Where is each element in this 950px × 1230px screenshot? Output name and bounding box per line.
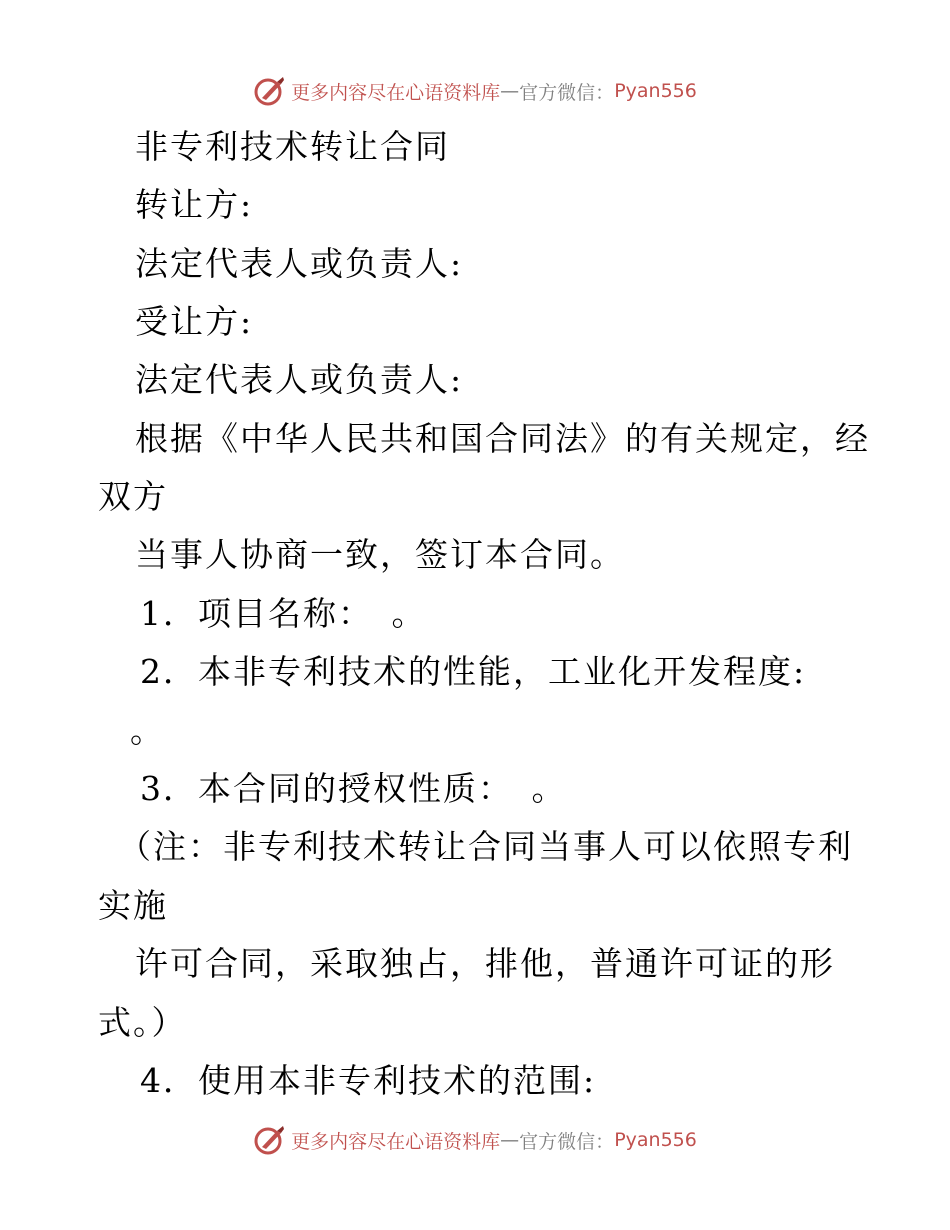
banner-dash: —	[500, 1129, 520, 1151]
doc-line-item-2: 2．本非专利技术的性能，工业化开发程度:	[140, 652, 807, 691]
doc-line-preamble-3: 当事人协商一致，签订本合同。	[135, 535, 625, 574]
doc-line-note-4: 式。）	[98, 1003, 187, 1042]
pen-logo-icon	[253, 74, 287, 108]
banner-main-text: 更多内容尽在心语资料库	[291, 1130, 501, 1153]
doc-line-item-3: 3．本合同的授权性质： 。	[140, 769, 567, 808]
banner-dash: —	[500, 80, 520, 102]
doc-line-note-2: 实施	[98, 886, 168, 925]
banner-wechat-handle: Pyan556	[614, 80, 697, 102]
pen-logo-icon	[253, 1123, 287, 1157]
document-title: 非专利技术转让合同	[135, 127, 450, 166]
doc-line-preamble-1: 根据《中华人民共和国合同法》的有关规定，经	[135, 419, 870, 458]
doc-line-preamble-2: 双方	[98, 477, 168, 516]
doc-line-note-1: （注：非专利技术转让合同当事人可以依照专利	[118, 827, 853, 866]
doc-line-item-4: 4．使用本非专利技术的范围:	[140, 1061, 597, 1100]
doc-line-item-2-cont: 。	[130, 711, 165, 750]
banner-wechat-label: 官方微信：	[519, 1130, 615, 1153]
banner-wechat-handle: Pyan556	[614, 1129, 697, 1151]
doc-line-transferee-rep: 法定代表人或负责人:	[135, 360, 464, 399]
doc-line-transferee: 受让方:	[135, 302, 254, 341]
banner-wechat-label: 官方微信：	[519, 81, 615, 104]
doc-line-transferor-rep: 法定代表人或负责人:	[135, 244, 464, 283]
doc-line-note-3: 许可合同，采取独占，排他，普通许可证的形	[135, 944, 835, 983]
doc-line-transferor: 转让方:	[135, 185, 254, 224]
banner-main-text: 更多内容尽在心语资料库	[291, 81, 501, 104]
footer-watermark-banner	[0, 1120, 950, 1160]
header-watermark-banner	[0, 71, 950, 111]
doc-line-item-1: 1．项目名称： 。	[140, 594, 427, 633]
